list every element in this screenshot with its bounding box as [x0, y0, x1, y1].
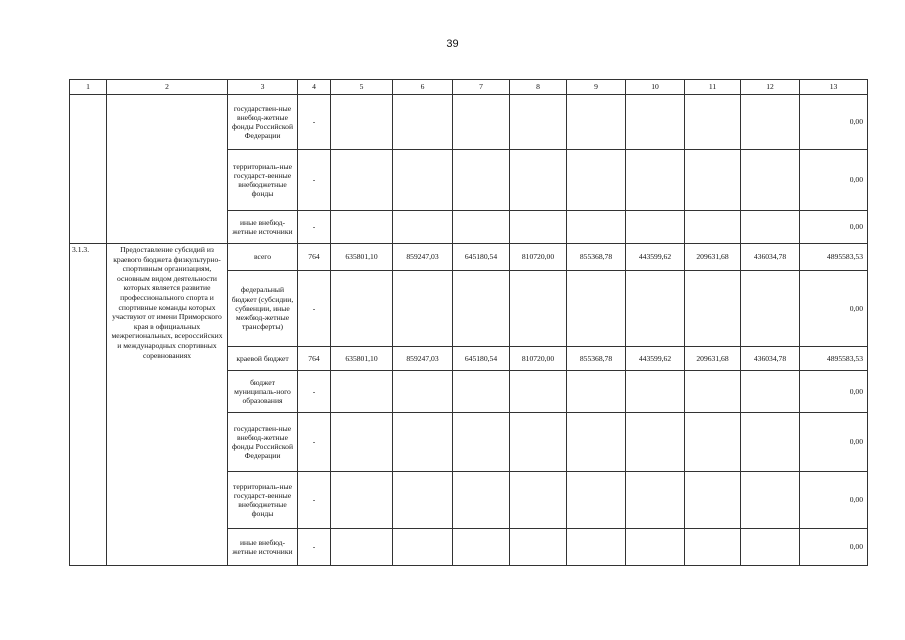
year-value-cell	[567, 529, 626, 566]
total-cell: 4895583,53	[800, 244, 868, 271]
year-value-cell	[685, 211, 741, 244]
year-value-cell	[393, 271, 453, 347]
year-value-cell	[741, 371, 800, 413]
year-value-cell	[510, 211, 567, 244]
total-cell: 0,00	[800, 211, 868, 244]
year-value-cell	[331, 472, 393, 529]
year-value-cell	[567, 472, 626, 529]
code-cell: -	[298, 271, 331, 347]
total-cell: 0,00	[800, 271, 868, 347]
table-row	[70, 95, 868, 150]
year-value-cell	[510, 271, 567, 347]
code-cell: -	[298, 472, 331, 529]
year-value-cell	[393, 150, 453, 211]
year-value-cell: 859247,03	[393, 244, 453, 271]
year-value-cell	[331, 529, 393, 566]
year-value-cell: 810720,00	[510, 347, 567, 371]
year-value-cell: 855368,78	[567, 244, 626, 271]
year-value-cell: 859247,03	[393, 347, 453, 371]
year-value-cell	[741, 472, 800, 529]
total-cell: 0,00	[800, 472, 868, 529]
code-cell: -	[298, 413, 331, 472]
year-value-cell	[567, 95, 626, 150]
funding-source-cell: государствен-ные внебюд-жетные фонды Российской Федерации	[228, 413, 298, 472]
code-cell: -	[298, 371, 331, 413]
year-value-cell: 436034,78	[741, 347, 800, 371]
year-value-cell	[453, 529, 510, 566]
year-value-cell: 443599,62	[626, 244, 685, 271]
funding-source-cell: бюджет муниципаль-ного образования	[228, 371, 298, 413]
year-value-cell	[510, 529, 567, 566]
year-value-cell	[626, 211, 685, 244]
column-header: 12	[741, 80, 800, 95]
year-value-cell: 810720,00	[510, 244, 567, 271]
funding-source-cell: территориаль-ные государст-венные внебюджетные фонды	[228, 150, 298, 211]
column-header: 8	[510, 80, 567, 95]
item-number: 3.1.3.	[70, 244, 107, 566]
year-value-cell	[393, 529, 453, 566]
year-value-cell	[741, 529, 800, 566]
year-value-cell	[453, 413, 510, 472]
total-cell: 0,00	[800, 95, 868, 150]
code-cell: -	[298, 211, 331, 244]
year-value-cell	[393, 371, 453, 413]
column-header: 6	[393, 80, 453, 95]
total-cell: 0,00	[800, 413, 868, 472]
column-header: 11	[685, 80, 741, 95]
year-value-cell	[393, 95, 453, 150]
year-value-cell: 209631,68	[685, 244, 741, 271]
year-value-cell	[453, 271, 510, 347]
year-value-cell	[453, 371, 510, 413]
code-cell: -	[298, 95, 331, 150]
year-value-cell	[567, 211, 626, 244]
total-cell: 0,00	[800, 150, 868, 211]
year-value-cell	[626, 413, 685, 472]
year-value-cell	[685, 472, 741, 529]
total-cell: 0,00	[800, 529, 868, 566]
funding-source-cell: федеральный бюджет (субсидии, субвенции, иные межбюд-жетные трансферты)	[228, 271, 298, 347]
year-value-cell	[626, 95, 685, 150]
column-header: 5	[331, 80, 393, 95]
year-value-cell	[685, 371, 741, 413]
year-value-cell: 645180,54	[453, 347, 510, 371]
year-value-cell	[331, 271, 393, 347]
column-header: 1	[70, 80, 107, 95]
year-value-cell	[626, 271, 685, 347]
year-value-cell: 443599,62	[626, 347, 685, 371]
table-row	[70, 244, 868, 271]
year-value-cell	[567, 371, 626, 413]
item-description: Предоставление субсидий из краевого бюджета физкультурно-спортивным организациям, основным видом деятельности которых является развитие профессионального спорта и спортивные команды которых участвуют от имени Приморского края в официальных межрегиональных, всероссийских и международных спортивных соревнованиях	[107, 244, 228, 566]
code-cell: -	[298, 529, 331, 566]
year-value-cell	[626, 472, 685, 529]
total-cell: 0,00	[800, 371, 868, 413]
budget-table	[69, 79, 868, 566]
year-value-cell: 635801,10	[331, 244, 393, 271]
column-header: 10	[626, 80, 685, 95]
year-value-cell	[741, 95, 800, 150]
year-value-cell	[567, 413, 626, 472]
column-header: 2	[107, 80, 228, 95]
code-cell: 764	[298, 347, 331, 371]
total-cell: 4895583,53	[800, 347, 868, 371]
year-value-cell	[331, 150, 393, 211]
year-value-cell	[331, 413, 393, 472]
funding-source-cell: территориаль-ные государст-венные внебюджетные фонды	[228, 472, 298, 529]
code-cell: -	[298, 150, 331, 211]
year-value-cell	[453, 211, 510, 244]
year-value-cell	[741, 413, 800, 472]
page-number: 39	[446, 38, 459, 50]
year-value-cell	[685, 529, 741, 566]
year-value-cell: 635801,10	[331, 347, 393, 371]
table-header-row	[70, 80, 868, 95]
column-header: 3	[228, 80, 298, 95]
year-value-cell	[741, 150, 800, 211]
year-value-cell	[567, 150, 626, 211]
year-value-cell	[626, 150, 685, 211]
year-value-cell	[510, 95, 567, 150]
year-value-cell	[331, 95, 393, 150]
year-value-cell	[685, 413, 741, 472]
empty-number-cell	[70, 95, 107, 244]
column-header: 13	[800, 80, 868, 95]
year-value-cell	[685, 150, 741, 211]
year-value-cell	[510, 413, 567, 472]
year-value-cell: 209631,68	[685, 347, 741, 371]
year-value-cell	[453, 95, 510, 150]
year-value-cell	[453, 472, 510, 529]
year-value-cell	[453, 150, 510, 211]
funding-source-cell: иные внебюд-жетные источники	[228, 529, 298, 566]
year-value-cell	[331, 371, 393, 413]
year-value-cell	[567, 271, 626, 347]
funding-source-cell: всего	[228, 244, 298, 271]
year-value-cell	[510, 472, 567, 529]
funding-source-cell: краевой бюджет	[228, 347, 298, 371]
year-value-cell	[741, 271, 800, 347]
year-value-cell	[741, 211, 800, 244]
funding-source-cell: иные внебюд-жетные источники	[228, 211, 298, 244]
column-header: 9	[567, 80, 626, 95]
year-value-cell	[393, 413, 453, 472]
year-value-cell: 645180,54	[453, 244, 510, 271]
column-header: 7	[453, 80, 510, 95]
code-cell: 764	[298, 244, 331, 271]
year-value-cell	[626, 371, 685, 413]
year-value-cell	[393, 472, 453, 529]
year-value-cell	[331, 211, 393, 244]
funding-source-cell: государствен-ные внебюд-жетные фонды Российской Федерации	[228, 95, 298, 150]
year-value-cell: 855368,78	[567, 347, 626, 371]
empty-description-cell	[107, 95, 228, 244]
column-header: 4	[298, 80, 331, 95]
year-value-cell	[685, 271, 741, 347]
year-value-cell	[685, 95, 741, 150]
year-value-cell	[393, 211, 453, 244]
year-value-cell: 436034,78	[741, 244, 800, 271]
year-value-cell	[510, 371, 567, 413]
year-value-cell	[626, 529, 685, 566]
year-value-cell	[510, 150, 567, 211]
